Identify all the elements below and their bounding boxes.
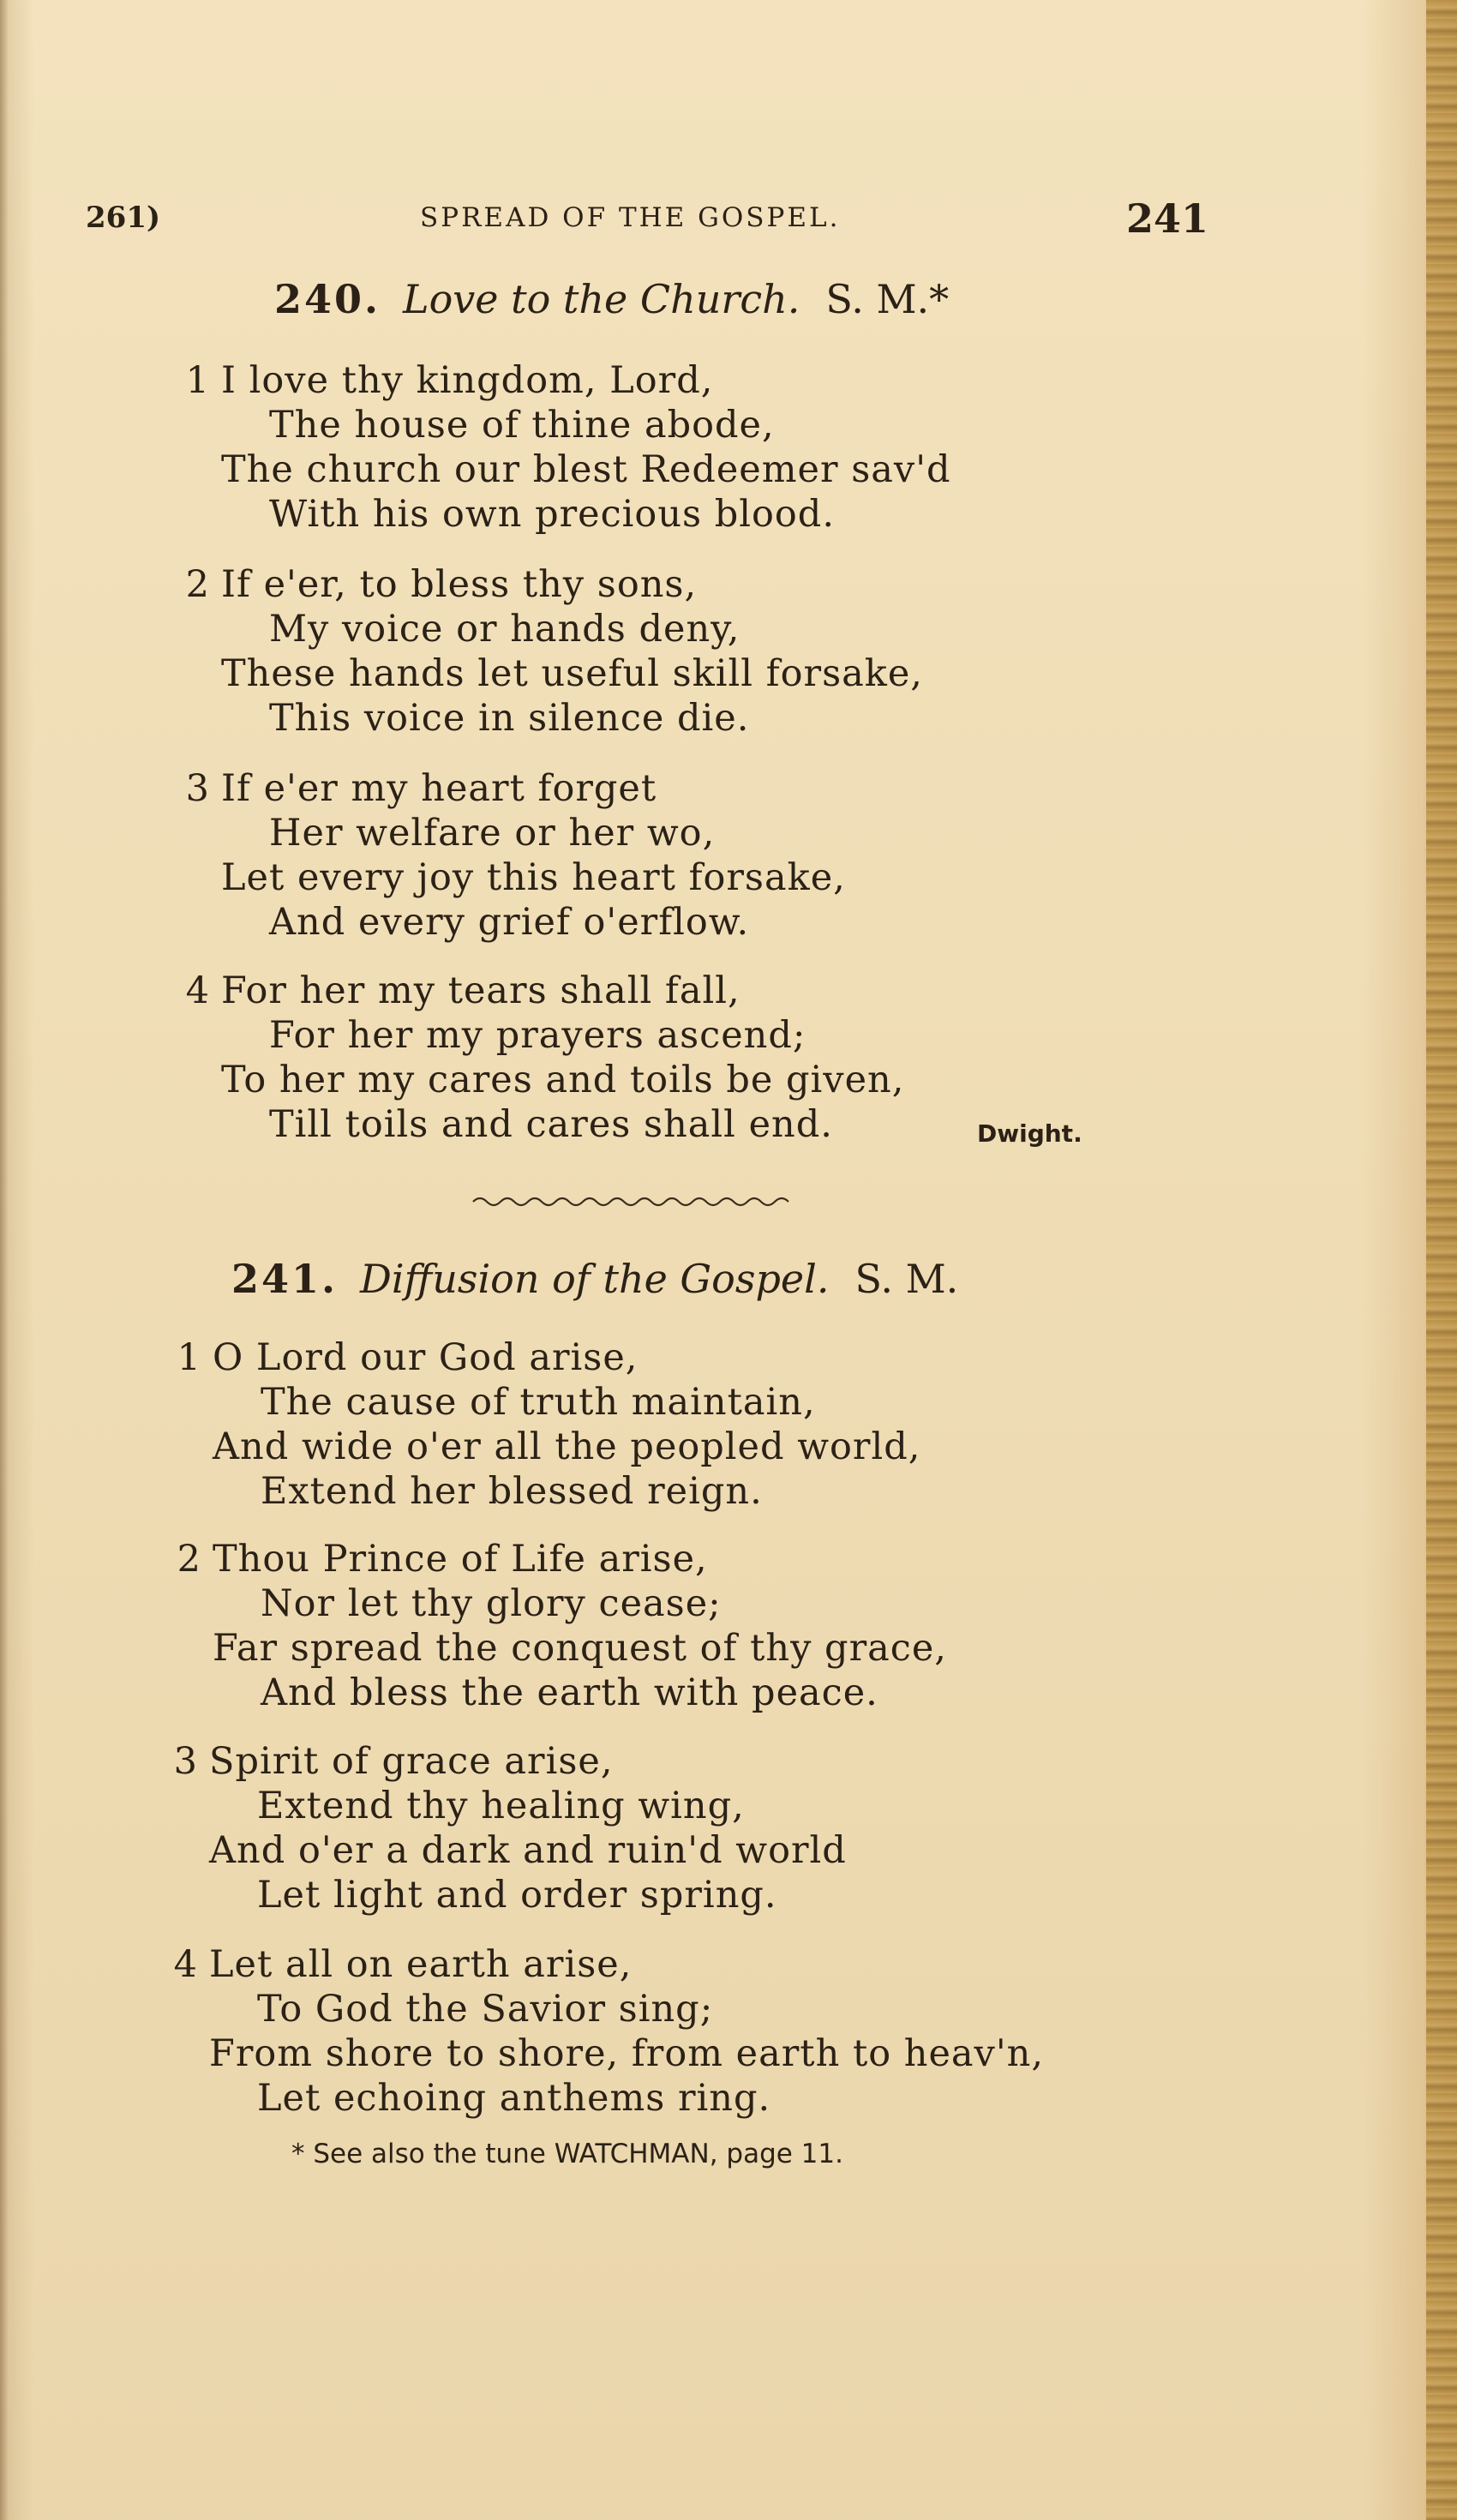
page-number: 241 bbox=[1125, 195, 1208, 242]
verse-line: Spirit of grace arise, bbox=[209, 1740, 614, 1783]
stanza-number: 1 bbox=[185, 359, 210, 402]
verse-line: And bless the earth with peace. bbox=[261, 1671, 878, 1714]
verse-line: Extend thy healing wing, bbox=[257, 1785, 745, 1827]
stanza bbox=[180, 358, 1191, 537]
verse-line: This voice in silence die. bbox=[269, 697, 750, 740]
verse-line: The house of thine abode, bbox=[269, 404, 775, 447]
author-attribution: Dwight. bbox=[977, 1119, 1082, 1148]
header-left-number: 261) bbox=[86, 201, 161, 235]
footnote: * See also the tune WATCHMAN, page 11. bbox=[291, 2139, 843, 2169]
stanza bbox=[180, 562, 1191, 741]
hymn-number: 241. bbox=[231, 1256, 339, 1302]
hymn-meter: S. M.* bbox=[825, 276, 950, 322]
verse-line: For her my tears shall fall, bbox=[221, 969, 740, 1012]
stanza-number: 3 bbox=[173, 1740, 198, 1783]
hymn-meter: S. M. bbox=[854, 1256, 959, 1302]
stanza bbox=[171, 1335, 1183, 1514]
stanza bbox=[180, 766, 1191, 945]
verse-line: O Lord our God arise, bbox=[213, 1336, 639, 1379]
verse-line: To God the Savior sing; bbox=[257, 1988, 714, 2031]
verse-line: Nor let thy glory cease; bbox=[261, 1582, 722, 1625]
stanza-number: 2 bbox=[185, 563, 210, 606]
hymn-name: Love to the Church. bbox=[403, 276, 800, 322]
stanza-number: 3 bbox=[185, 767, 210, 810]
verse-line: For her my prayers ascend; bbox=[269, 1014, 806, 1057]
verse-line: The church our blest Redeemer sav'd bbox=[221, 448, 951, 491]
stanza-number: 1 bbox=[177, 1336, 201, 1379]
verse-line: Her welfare or her wo, bbox=[269, 812, 716, 855]
verse-line: Let echoing anthems ring. bbox=[257, 2077, 771, 2120]
stanza bbox=[171, 1537, 1183, 1715]
stanza bbox=[168, 1739, 1179, 1917]
page-left-edge bbox=[0, 0, 9, 2520]
verse-line: Till toils and cares shall end. bbox=[269, 1103, 833, 1146]
verse-line: The cause of truth maintain, bbox=[261, 1381, 816, 1424]
page-header bbox=[86, 195, 1208, 247]
stanza-number: 4 bbox=[185, 969, 210, 1012]
page-right-edge bbox=[1426, 0, 1457, 2520]
verse-line: Extend her blessed reign. bbox=[261, 1470, 763, 1513]
verse-line: Thou Prince of Life arise, bbox=[213, 1538, 708, 1581]
verse-line: Let light and order spring. bbox=[257, 1874, 777, 1917]
verse-line: And o'er a dark and ruin'd world bbox=[209, 1829, 847, 1872]
verse-line: Far spread the conquest of thy grace, bbox=[213, 1627, 947, 1670]
hymn-title-240 bbox=[274, 276, 949, 322]
stanza bbox=[168, 1942, 1179, 2121]
verse-line: From shore to shore, from earth to heav'n, bbox=[209, 2032, 1045, 2075]
stanza-number: 4 bbox=[173, 1943, 198, 1986]
verse-line: If e'er my heart forget bbox=[221, 767, 657, 810]
verse-line: These hands let useful skill forsake, bbox=[221, 652, 923, 695]
verse-line: My voice or hands deny, bbox=[269, 608, 740, 651]
verse-line: I love thy kingdom, Lord, bbox=[221, 359, 714, 402]
verse-line: Let all on earth arise, bbox=[209, 1943, 633, 1986]
hymn-number: 240. bbox=[274, 276, 381, 322]
hymn-title-241 bbox=[231, 1256, 958, 1302]
stanza-number: 2 bbox=[177, 1538, 201, 1581]
verse-line: With his own precious blood. bbox=[269, 493, 836, 536]
ornamental-divider bbox=[471, 1191, 797, 1212]
verse-line: To her my cares and toils be given, bbox=[221, 1059, 905, 1101]
verse-line: And every grief o'erflow. bbox=[269, 901, 750, 944]
running-title: SPREAD OF THE GOSPEL. bbox=[420, 202, 841, 233]
verse-line: Let every joy this heart forsake, bbox=[221, 856, 846, 899]
verse-line: If e'er, to bless thy sons, bbox=[221, 563, 698, 606]
hymn-name: Diffusion of the Gospel. bbox=[360, 1256, 830, 1302]
verse-line: And wide o'er all the peopled world, bbox=[213, 1425, 921, 1468]
